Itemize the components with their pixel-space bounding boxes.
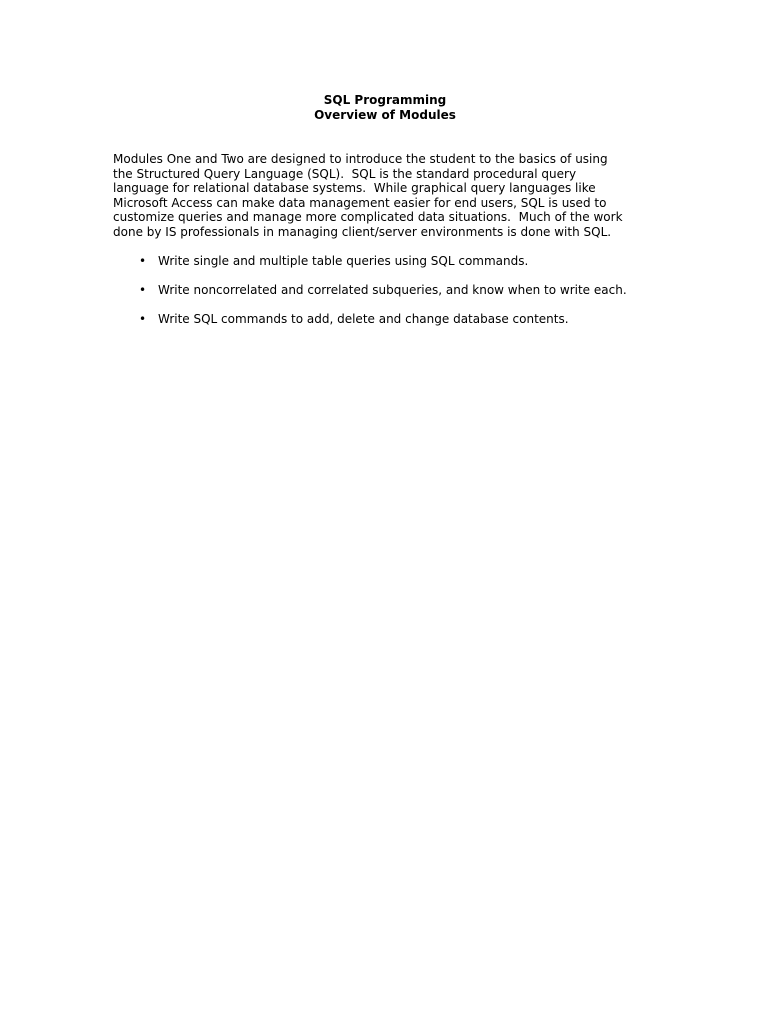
objectives-list xyxy=(113,254,713,341)
list-item xyxy=(113,312,713,327)
document-title: SQL Programming xyxy=(323,93,447,107)
intro-line: Microsoft Access can make data management easier for end users, SQL is used to xyxy=(113,195,607,210)
list-item-text: Write noncorrelated and correlated subqueries, and know when to write each. xyxy=(158,283,627,298)
list-item-text: Write SQL commands to add, delete and change database contents. xyxy=(158,312,569,327)
intro-line: the Structured Query Language (SQL). SQL is the standard procedural query xyxy=(113,166,577,181)
intro-line: done by IS professionals in managing client/server environments is done with SQL. xyxy=(113,224,612,239)
bullet-icon: • xyxy=(139,283,147,298)
list-item xyxy=(113,283,713,298)
bullet-icon: • xyxy=(139,254,147,268)
bullet-icon: • xyxy=(139,312,147,327)
intro-line: Modules One and Two are designed to introduce the student to the basics of using xyxy=(113,152,608,166)
intro-line: language for relational database systems. While graphical query languages like xyxy=(113,181,596,196)
intro-paragraph xyxy=(113,152,673,240)
intro-line: customize queries and manage more complicated data situations. Much of the work xyxy=(113,210,623,225)
list-item xyxy=(113,254,713,269)
title-block xyxy=(0,93,770,122)
list-item-text: Write single and multiple table queries using SQL commands. xyxy=(158,254,529,268)
document-subtitle: Overview of Modules xyxy=(314,107,456,122)
